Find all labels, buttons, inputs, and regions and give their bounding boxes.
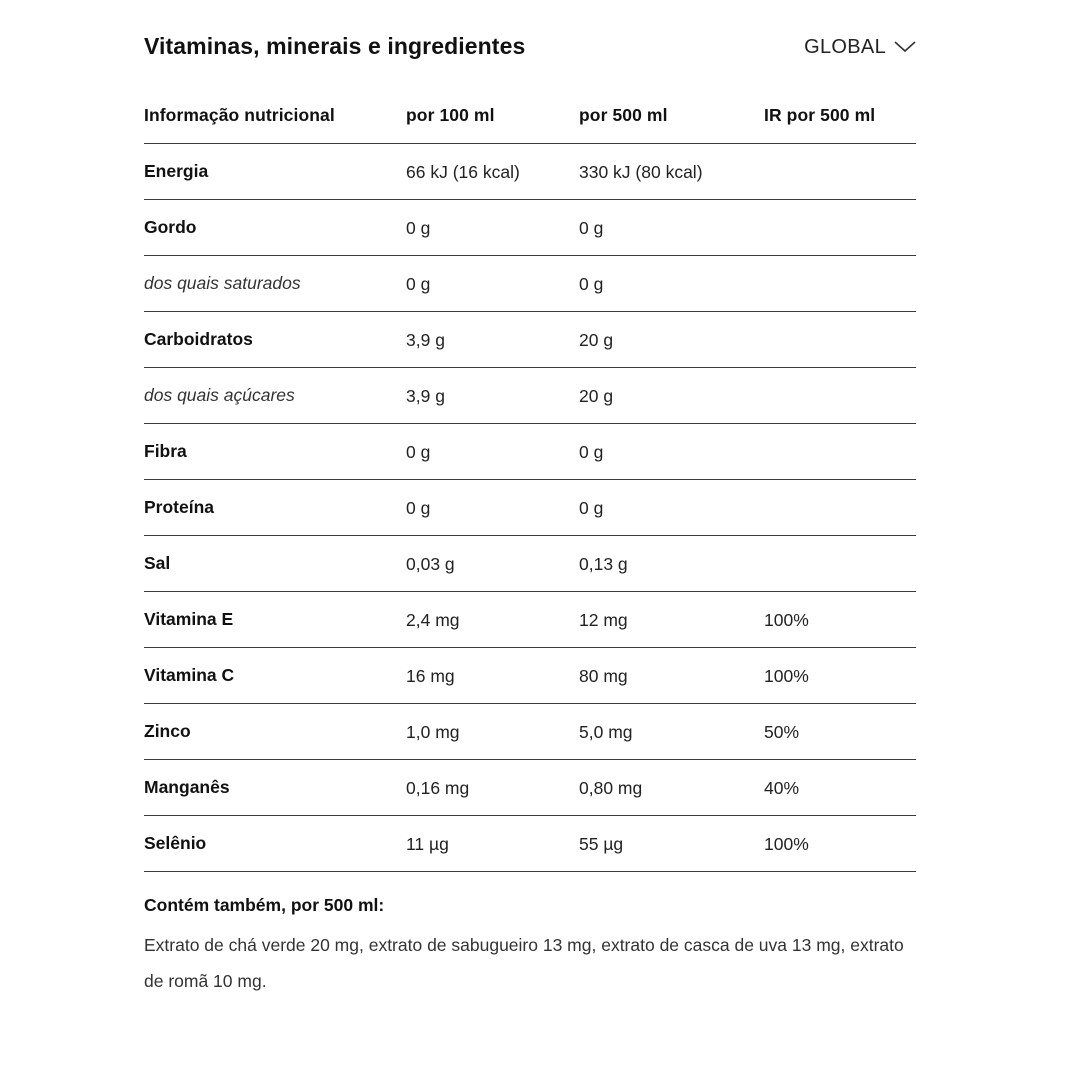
nutrition-panel	[144, 0, 916, 999]
value-per-500ml: 330 kJ (80 kcal)	[579, 161, 703, 182]
column-header-ir-per-500ml: IR por 500 ml	[764, 105, 876, 125]
column-header-per-100ml: por 100 ml	[406, 105, 495, 125]
ir-per-500ml	[764, 255, 916, 311]
value-per-500ml: 20 g	[579, 329, 614, 350]
value-per-500ml: 0,13 g	[579, 553, 628, 574]
table-row	[144, 367, 916, 423]
region-label: GLOBAL	[804, 36, 886, 58]
value-per-500ml: 5,0 mg	[579, 721, 633, 742]
value-per-100ml: 0,03 g	[406, 553, 455, 574]
table-header-row	[144, 92, 916, 143]
section-header	[144, 0, 916, 92]
ir-per-500ml: 50%	[764, 721, 800, 742]
nutrient-name: Vitamina E	[144, 608, 234, 629]
value-per-500ml: 80 mg	[579, 665, 628, 686]
value-per-500ml: 55 µg	[579, 833, 624, 854]
value-per-500ml: 0,80 mg	[579, 777, 643, 798]
region-selector[interactable]	[804, 34, 916, 60]
nutrient-name: Proteína	[144, 496, 215, 517]
nutrient-name: Gordo	[144, 216, 197, 237]
nutrient-name: Sal	[144, 552, 171, 573]
value-per-500ml: 20 g	[579, 385, 614, 406]
ir-per-500ml	[764, 143, 916, 199]
column-header-per-500ml: por 500 ml	[579, 105, 668, 125]
nutrient-name: Selênio	[144, 832, 207, 853]
table-row	[144, 647, 916, 703]
column-header-nutrition-info: Informação nutricional	[144, 105, 335, 125]
table-row	[144, 703, 916, 759]
value-per-100ml: 3,9 g	[406, 329, 445, 350]
value-per-500ml: 0 g	[579, 273, 604, 294]
value-per-100ml: 2,4 mg	[406, 609, 460, 630]
table-row	[144, 535, 916, 591]
table-row	[144, 143, 916, 199]
value-per-500ml: 0 g	[579, 441, 604, 462]
ir-per-500ml	[764, 535, 916, 591]
value-per-100ml: 0 g	[406, 217, 431, 238]
table-row	[144, 591, 916, 647]
value-per-100ml: 0 g	[406, 497, 431, 518]
value-per-100ml: 16 mg	[406, 665, 455, 686]
chevron-down-icon	[894, 40, 916, 54]
table-row	[144, 759, 916, 815]
table-row	[144, 255, 916, 311]
value-per-500ml: 12 mg	[579, 609, 628, 630]
value-per-100ml: 11 µg	[406, 833, 449, 854]
also-contains-text: Extrato de chá verde 20 mg, extrato de sabugueiro 13 mg, extrato de casca de uva 13 mg, extrato de romã 10 mg.	[144, 934, 904, 991]
nutrient-name: dos quais açúcares	[144, 384, 295, 405]
ir-per-500ml	[764, 479, 916, 535]
table-row	[144, 815, 916, 871]
value-per-100ml: 1,0 mg	[406, 721, 460, 742]
ir-per-500ml: 100%	[764, 833, 809, 854]
value-per-100ml: 3,9 g	[406, 385, 445, 406]
nutrient-name: Energia	[144, 160, 209, 181]
also-contains-section	[144, 894, 916, 999]
value-per-100ml: 0 g	[406, 273, 431, 294]
table-row	[144, 199, 916, 255]
nutrition-table	[144, 92, 916, 872]
nutrient-name: Manganês	[144, 776, 230, 797]
value-per-100ml: 0,16 mg	[406, 777, 470, 798]
table-row	[144, 311, 916, 367]
nutrient-name: Fibra	[144, 440, 187, 461]
nutrient-name: Zinco	[144, 720, 191, 741]
section-title: Vitaminas, minerais e ingredientes	[144, 33, 526, 59]
also-contains-title: Contém também, por 500 ml:	[144, 894, 385, 915]
nutrient-name: Vitamina C	[144, 664, 235, 685]
table-row	[144, 479, 916, 535]
value-per-100ml: 66 kJ (16 kcal)	[406, 161, 520, 182]
ir-per-500ml	[764, 423, 916, 479]
ir-per-500ml	[764, 367, 916, 423]
value-per-500ml: 0 g	[579, 217, 604, 238]
value-per-100ml: 0 g	[406, 441, 431, 462]
value-per-500ml: 0 g	[579, 497, 604, 518]
ir-per-500ml: 100%	[764, 665, 809, 686]
table-row	[144, 423, 916, 479]
ir-per-500ml	[764, 311, 916, 367]
ir-per-500ml	[764, 199, 916, 255]
nutrient-name: Carboidratos	[144, 328, 253, 349]
ir-per-500ml: 100%	[764, 609, 809, 630]
ir-per-500ml: 40%	[764, 777, 800, 798]
nutrient-name: dos quais saturados	[144, 272, 301, 293]
